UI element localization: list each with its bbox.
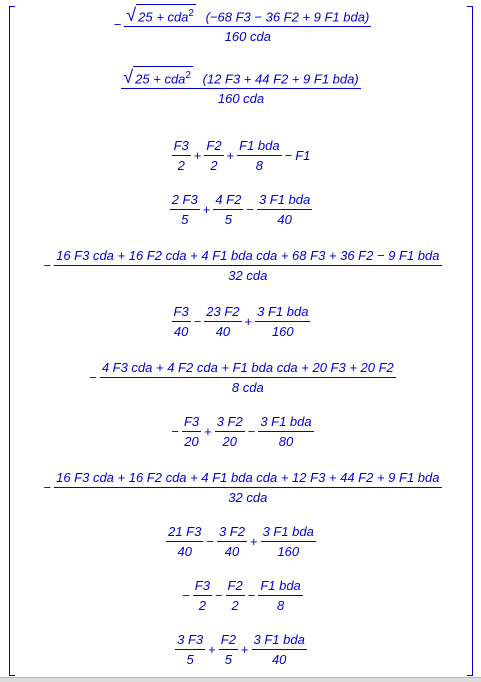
fraction	[124, 4, 371, 44]
radical-sign-icon: √	[126, 5, 137, 26]
numerator	[121, 66, 360, 88]
denominator: 160 cda	[124, 26, 371, 44]
operator: +	[249, 534, 258, 549]
operator: +	[244, 314, 253, 329]
numerator: 16 F3 cda + 16 F2 cda + 4 F1 bda cda + 12 F3 + 44 F2 + 9 F1 bda	[56, 470, 440, 485]
fraction: $\frac{21 F3}{40}$	[168, 524, 202, 559]
matrix-entry-10	[8, 524, 474, 559]
fraction: $\frac{3 F3}{5}$	[177, 632, 204, 667]
matrix-entry-4	[8, 192, 474, 227]
fraction: $\frac{\text{F1 bda}}{8}$	[239, 138, 280, 173]
fraction	[54, 248, 441, 283]
factor: (−68 F3 − 36 F2 + 9 F1 bda)	[205, 9, 370, 25]
matrix-entry-9	[8, 470, 474, 505]
fraction	[54, 470, 441, 505]
square-root	[126, 4, 196, 24]
operator: +	[226, 148, 235, 163]
fraction: $\frac{\text{3 F1 bda}}{40}$	[258, 192, 311, 227]
denominator: 32 cda	[54, 487, 441, 505]
operator: +	[240, 642, 249, 657]
sign: −	[182, 588, 190, 603]
operator: +	[208, 642, 216, 657]
fraction: $\frac{3 F2}{40}$	[218, 524, 245, 559]
factor: (12 F3 + 44 F2 + 9 F1 bda)	[202, 71, 359, 87]
sign: −	[171, 424, 179, 439]
denominator: 32 cda	[54, 265, 441, 283]
fraction: $\frac{F3}{2}$	[173, 138, 189, 173]
fraction: $\frac{F2}{2}$	[206, 138, 222, 173]
operator: −	[214, 588, 223, 603]
fraction: $\frac{2 F3}{5}$	[171, 192, 198, 227]
matrix-entry-3	[8, 138, 474, 173]
operator: +	[193, 148, 202, 163]
right-bracket	[467, 6, 473, 676]
sign: −	[89, 370, 97, 385]
operator: −	[246, 202, 254, 217]
numerator: 4 F3 cda + 4 F2 cda + F1 bda cda + 20 F3 + 20 F2	[101, 360, 394, 375]
matrix-entry-2	[8, 66, 474, 106]
fraction: $\frac{\text{3 F1 bda}}{40}$	[253, 632, 305, 667]
fraction: $\frac{4 F2}{5}$	[215, 192, 242, 227]
window-bottom-edge	[0, 677, 481, 682]
operator: +	[204, 424, 212, 439]
fraction: $\frac{F3}{40}$	[173, 304, 189, 339]
denominator: 8 cda	[100, 377, 396, 395]
denominator: 160 cda	[121, 88, 360, 106]
matrix-entry-11	[8, 578, 474, 613]
matrix-entry-5	[8, 248, 474, 283]
fraction: $\frac{\text{3 F1 bda}}{160}$	[257, 304, 309, 339]
radical-sign-icon: √	[123, 67, 134, 88]
operator: −	[247, 588, 256, 603]
fraction: $\frac{23 F2}{40}$	[206, 304, 240, 339]
operator: −	[206, 534, 214, 549]
fraction	[121, 66, 360, 106]
fraction	[100, 360, 396, 395]
operator: −	[193, 314, 202, 329]
matrix-entry-6	[8, 304, 474, 339]
sign: −	[113, 16, 122, 32]
fraction: $\frac{F3}{2}$	[194, 578, 210, 613]
matrix-entry-7	[8, 360, 474, 395]
operator: −	[284, 148, 293, 163]
fraction: $\frac{\text{3 F1 bda}}{160}$	[262, 524, 314, 559]
square-root	[123, 66, 193, 86]
radicand: 25 + cda$^2$	[133, 66, 193, 86]
sign: −	[43, 480, 52, 495]
matrix-entry-12	[8, 632, 474, 667]
fraction: $\frac{F2}{2}$	[227, 578, 243, 613]
operator: +	[202, 202, 211, 217]
fraction: $\frac{\text{F1 bda}}{8}$	[260, 578, 301, 613]
term: F1	[295, 148, 311, 163]
operator: −	[247, 424, 256, 439]
numerator	[124, 4, 371, 26]
fraction: $\frac{\text{3 F1 bda}}{80}$	[260, 414, 312, 449]
fraction: $\frac{F2}{5}$	[220, 632, 236, 667]
matrix-entry-8	[8, 414, 474, 449]
left-bracket	[9, 6, 15, 676]
fraction: $\frac{3 F2}{20}$	[216, 414, 243, 449]
matrix-entry-1	[8, 4, 474, 44]
sign: −	[43, 258, 52, 273]
radicand: 25 + cda$^2$	[136, 4, 196, 24]
numerator: 16 F3 cda + 16 F2 cda + 4 F1 bda cda + 68 F3 + 36 F2 − 9 F1 bda	[56, 248, 440, 263]
fraction: $\frac{F3}{20}$	[183, 414, 200, 449]
